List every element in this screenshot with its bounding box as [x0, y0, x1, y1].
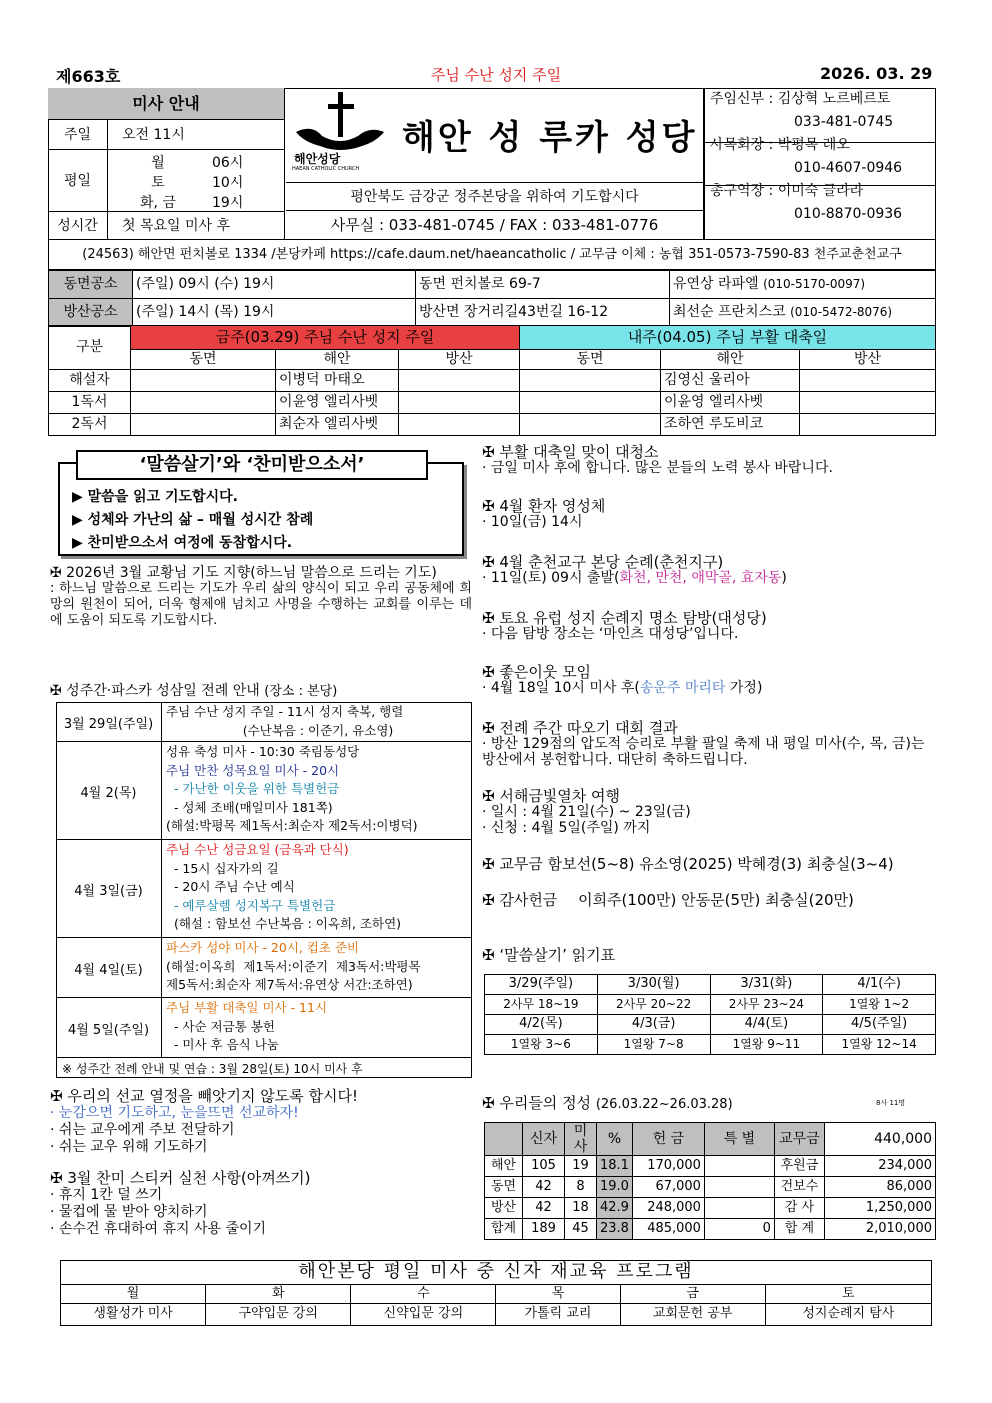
banner-item: ▶ 성체와 가난의 삶 – 매월 성시간 참례 [72, 512, 314, 528]
holy-week-content [166, 999, 470, 1055]
notice-highlight: 송운주 마리타 [639, 680, 726, 696]
holy-week-row [56, 702, 472, 742]
notice-body: · 신청 : 4월 5일(주일) 까지 [482, 820, 651, 836]
station-leader [670, 299, 936, 327]
program-item: 교회문헌 공부 [620, 1304, 765, 1326]
role-cell: 최순자 엘리사벳 [276, 414, 399, 436]
weekday-day: 월 [151, 155, 165, 171]
reading-table [484, 974, 936, 1055]
banner-title: ‘말씀살기’와 ‘찬미받으소서’ [76, 450, 428, 480]
finance-row-label: 동면 [485, 1177, 523, 1198]
finance-cell: 45 [565, 1219, 597, 1240]
finance-cell: 23.8 [597, 1219, 633, 1240]
station-name: 방산공소 [49, 299, 133, 327]
reading-cell: 3/30(월) [597, 975, 710, 995]
reading-cell: 4/1(수) [823, 975, 936, 995]
reading-cell: 1열왕 3~6 [485, 1035, 598, 1055]
finance-cell: 248,000 [632, 1198, 704, 1219]
finance-cell: 485,000 [632, 1219, 704, 1240]
reading-cell: 3/31(화) [710, 975, 823, 995]
station-address: 방산면 장거리길43번길 16-12 [416, 299, 670, 327]
church-banner [286, 88, 704, 183]
role-cell: 이병덕 마태오 [276, 370, 399, 392]
leader-phone: (010-5472-8076) [790, 305, 893, 320]
pope-intention [50, 565, 472, 629]
finance-side-value: 440,000 [824, 1123, 935, 1156]
role-cell: 김영신 울리아 [661, 370, 800, 392]
program-item: 구약입문 강의 [206, 1304, 351, 1326]
roles-table [48, 325, 936, 436]
station-name: 동면공소 [49, 271, 133, 299]
role-cell [399, 392, 520, 414]
notice-text: · 11일(토) 09시 출발( [482, 570, 620, 586]
notice [482, 892, 938, 928]
holy-week-heading: ✠ 성주간·파스카 성삼일 전례 안내 [50, 683, 260, 699]
station-times: (주일) 09시 (수) 19시 [133, 271, 416, 299]
reading-cell: 3/29(주일) [485, 975, 598, 995]
finance-table [484, 1122, 936, 1240]
notice [482, 788, 938, 856]
council-chair-phone: 010-4607-0946 [794, 160, 903, 176]
notices [482, 444, 938, 928]
notice-title: ✠ 교무금 [482, 855, 543, 873]
banner-list [72, 486, 313, 555]
finance-side-value: 1,250,000 [824, 1198, 935, 1219]
mission-section [50, 1088, 470, 1156]
holy-week-row [56, 998, 472, 1058]
program-day: 월 [61, 1285, 206, 1304]
notice-body: · 방산 129점의 압도적 승리로 부활 팔일 축제 내 평일 미사(수, 목, 금)는 방산에서 봉헌합니다. 대단히 축하드립니다. [482, 736, 925, 768]
issue-number: 제663호 [56, 67, 121, 86]
program-title: 해안본당 평일 미사 중 신자 재교육 프로그램 [61, 1261, 932, 1285]
program-day: 화 [206, 1285, 351, 1304]
holy-week-line: 파스카 성야 미사 - 20시, 컵초 준비 [166, 940, 360, 955]
program-item: 생활성가 미사 [61, 1304, 206, 1326]
finance-header: 미사 [565, 1123, 597, 1156]
notice [482, 720, 938, 788]
finance-heading: ✠ 우리들의 정성 [482, 1094, 592, 1112]
role-name: 해설자 [49, 370, 131, 392]
holy-week-line: (해설 : 함보선 수난복음 : 이옥희, 조하연) [166, 916, 402, 931]
mission-item: · 쉬는 교우에게 주보 전달하기 [50, 1122, 235, 1138]
reading-cell: 1열왕 12~14 [823, 1035, 936, 1055]
notice-body: · 다음 탐방 장소는 ‘마인츠 대성당’입니다. [482, 626, 739, 642]
banner-item: ▶ 찬미받으소서 여정에 동참합시다. [72, 535, 293, 551]
notice-body: · 금일 미사 후에 합니다. 많은 분들의 노력 봉사 바랍니다. [482, 460, 833, 476]
place-header: 해안 [661, 350, 800, 370]
role-cell [399, 414, 520, 436]
finance-cell: 0 [704, 1219, 774, 1240]
finance-header: 헌 금 [632, 1123, 704, 1156]
logo-subtext: HAEAN CATHOLIC CHURCH [292, 166, 360, 172]
notice-title: ✠ 전례 주간 따오기 대회 결과 [482, 719, 678, 737]
finance-cell: 42 [523, 1177, 565, 1198]
program-day: 목 [496, 1285, 620, 1304]
notice-body [482, 570, 938, 586]
holy-week-line: - 사순 저금통 봉헌 [166, 1018, 275, 1034]
holy-week-line: (수난복음 : 이준기, 유소영) [242, 722, 394, 738]
weekday-times [108, 150, 285, 212]
holy-week-content [166, 703, 470, 740]
banner-box [58, 454, 464, 556]
holy-week-date: 4월 5일(주일) [56, 998, 162, 1058]
pastor-phone: 033-481-0745 [794, 114, 894, 130]
finance-row-label: 방산 [485, 1198, 523, 1219]
reading-cell: 2사무 18~19 [485, 995, 598, 1015]
role-name: 2독서 [49, 414, 131, 436]
finance-cell: 18 [565, 1198, 597, 1219]
role-cell [520, 370, 661, 392]
place-header: 방산 [399, 350, 520, 370]
finance-header: 신자 [523, 1123, 565, 1156]
notice [482, 444, 938, 498]
notice-title: ✠ 서해금빛열차 여행 [482, 787, 621, 805]
stations-table [48, 270, 936, 327]
holy-week-date: 4월 2(목) [56, 742, 162, 840]
leader-name: 유연상 라파엘 [673, 276, 759, 293]
reading-cell: 4/5(주일) [823, 1015, 936, 1035]
holy-week-line: - 15시 십자가의 길 [166, 860, 279, 876]
notice-title: ✠ 토요 유럽 성지 순례지 명소 탐방(대성당) [482, 609, 767, 627]
notice-body: 이희주(100만) 안동문(5만) 최충실(20만) [578, 891, 854, 909]
holy-week-date: 4월 3일(금) [56, 840, 162, 938]
district-head-phone: 010-8870-0936 [794, 206, 903, 222]
reading-cell: 4/4(토) [710, 1015, 823, 1035]
prayer-intention: 평안북도 금강군 정주본당을 위하여 기도합시다 [286, 183, 704, 211]
finance-title [482, 1092, 733, 1113]
program-item: 성지순례지 탐사 [765, 1304, 931, 1326]
holy-week-line: 주님 수난 성금요일 (금육과 단식) [166, 842, 349, 857]
mass-title: 미사 안내 [48, 88, 285, 120]
holy-week-title [50, 680, 337, 700]
finance-cell: 105 [523, 1156, 565, 1177]
sticker-item: · 휴지 1칸 덜 쓰기 [50, 1187, 163, 1203]
station-address: 동면 펀치볼로 69-7 [416, 271, 670, 299]
role-cell [131, 414, 276, 436]
place-header: 동면 [520, 350, 661, 370]
finance-side-label: 감 사 [774, 1198, 824, 1219]
holy-week-line: 주님 만찬 성목요일 미사 - 20시 [166, 762, 340, 778]
holy-week-place: (장소 : 본당) [264, 684, 338, 699]
holy-week-content [166, 841, 470, 934]
role-cell [399, 370, 520, 392]
weekday-label: 평일 [48, 150, 108, 212]
holy-week-date: 3월 29일(주일) [56, 702, 162, 742]
finance-row-label: 합계 [485, 1219, 523, 1240]
finance-cell: 189 [523, 1219, 565, 1240]
mission-item: · 눈감으면 기도하고, 눈을뜨면 선교하자! [50, 1105, 299, 1121]
notice-text: 가정) [725, 680, 763, 696]
notice [482, 554, 938, 610]
holy-week-line: (해설:박평목 제1독서:최순자 제2독서:이병덕) [166, 818, 418, 833]
holy-week-line: 제5독서:최순자 제7독서:유연상 서간:조하연) [166, 977, 413, 992]
notice-body: · 10일(금) 14시 [482, 514, 583, 530]
reading-cell: 4/3(금) [597, 1015, 710, 1035]
sticker-item: · 손수건 휴대하여 휴지 사용 줄이기 [50, 1221, 267, 1237]
program-item: 신약입문 강의 [351, 1304, 496, 1326]
banner-item: ▶ 말씀을 읽고 기도합시다. [72, 489, 238, 505]
weekday-time: 10시 [212, 175, 244, 191]
finance-note: 8사 11명 [876, 1099, 906, 1107]
notice-highlight: 화천, 만천, 애막골, 효자동 [619, 570, 782, 586]
reading-cell: 1열왕 7~8 [597, 1035, 710, 1055]
holy-week-row [56, 742, 472, 840]
divider [704, 185, 936, 186]
notice-text: · 4월 18일 10시 미사 후( [482, 680, 640, 696]
program-day: 토 [765, 1285, 931, 1304]
weekday-time: 06시 [212, 155, 244, 171]
holy-week-line: - 미사 후 음식 나눔 [166, 1037, 279, 1052]
program-item: 가톨릭 교리 [496, 1304, 620, 1326]
finance-cell [704, 1177, 774, 1198]
program-day: 금 [620, 1285, 765, 1304]
holy-week-line: 주님 수난 성지 주일 - 11시 성지 축복, 행렬 [166, 704, 404, 719]
reading-cell: 1열왕 1~2 [823, 995, 936, 1015]
district-head: 총구역장 : 이미숙 글라라 [710, 183, 864, 199]
roles-label: 구분 [49, 326, 131, 370]
issue-date: 2026. 03. 29 [820, 64, 933, 83]
council-chair: 사목회장 : 박평목 레오 [710, 137, 850, 153]
pope-title: ✠ 2026년 3월 교황님 기도 지향(하느님 말씀으로 드리는 기도) [50, 565, 437, 581]
role-cell: 조하연 루도비코 [661, 414, 800, 436]
logo-text: 해안성당 [294, 152, 341, 166]
role-cell [131, 392, 276, 414]
church-name: 해안 성 루카 성당 [402, 118, 698, 158]
notice-title: ✠ 감사헌금 [482, 891, 558, 909]
holy-week-line: - 20시 주님 수난 예식 [166, 879, 295, 894]
weekday-time: 19시 [212, 195, 244, 211]
finance-row-label: 해안 [485, 1156, 523, 1177]
finance-cell: 42.9 [597, 1198, 633, 1219]
holy-week-line: 성유 축성 미사 - 10:30 죽림동성당 [166, 744, 360, 759]
role-cell [800, 414, 936, 436]
leader-phone: (010-5170-0097) [763, 277, 866, 292]
holy-week-content [166, 939, 470, 995]
sunday-label: 주일 [48, 120, 108, 150]
notice [482, 664, 938, 720]
sticker-title: ✠ 3월 찬미 스티커 실천 사항(아껴쓰기) [50, 1169, 311, 1187]
holy-week-line: (해설:이옥희 제1독서:이준기 제3독서:박평목 [166, 958, 421, 974]
place-header: 동면 [131, 350, 276, 370]
notice-title: ✠ 4월 환자 영성체 [482, 497, 606, 515]
weekday-day: 토 [151, 175, 165, 191]
holy-week-line: 주님 부활 대축일 미사 - 11시 [166, 1000, 328, 1015]
finance-side-value: 86,000 [824, 1177, 935, 1198]
finance-side-label: 건보수 [774, 1177, 824, 1198]
finance-cell: 8 [565, 1177, 597, 1198]
finance-side-label: 합 계 [774, 1219, 824, 1240]
sticker-item: · 물컵에 물 받아 양치하기 [50, 1204, 208, 1220]
place-header: 해안 [276, 350, 399, 370]
role-name: 1독서 [49, 392, 131, 414]
holy-week-line: - 예루살렘 성지복구 특별헌금 [166, 897, 336, 913]
holy-week-row [56, 938, 472, 998]
station-times: (주일) 14시 (목) 19시 [133, 299, 416, 327]
station-leader [670, 271, 936, 299]
notice [482, 856, 938, 892]
mission-item: · 쉬는 교우 위해 기도하기 [50, 1139, 208, 1155]
role-cell [520, 414, 661, 436]
notice-title: ✠ 좋은이웃 모임 [482, 663, 592, 681]
finance-period: (26.03.22~26.03.28) [595, 1097, 733, 1112]
program-table [60, 1260, 932, 1326]
notice-text: ) [781, 570, 787, 586]
reading-title: ✠ ‘말씀살기’ 읽기표 [482, 946, 616, 964]
reading-cell: 1열왕 9~11 [710, 1035, 823, 1055]
finance-cell: 67,000 [632, 1177, 704, 1198]
role-cell [800, 370, 936, 392]
holy-week-content [166, 743, 470, 836]
divider [704, 142, 936, 143]
finance-cell [704, 1156, 774, 1177]
holy-hour-label: 성시간 [48, 212, 108, 240]
divider [704, 88, 705, 240]
leader-name: 최선순 프란치스코 [673, 304, 786, 321]
occasion-title: 주님 수난 성지 주일 [430, 66, 562, 84]
sticker-section [50, 1170, 470, 1238]
pope-body: : 하느님 말씀으로 드리는 기도가 우리 삶의 양식이 되고 우리 공동체에 희망의 원천이 되어, 더욱 형제애 넘치고 사명을 수행하는 교회를 이루는 데에 도움이 되도록 기도합시다. [50, 581, 472, 628]
role-cell [131, 370, 276, 392]
finance-cell [704, 1198, 774, 1219]
staff-box [704, 88, 936, 240]
address-line: (24563) 해안면 펀치볼로 1334 /본당카페 https://cafe.daum.net/haeancatholic / 교무금 이체 : 농협 351-0573-7590-83 천주교춘천교구 [48, 240, 936, 270]
holy-hour-time: 첫 목요일 미사 후 [108, 212, 285, 240]
notice [482, 498, 938, 554]
finance-side-label: 후원금 [774, 1156, 824, 1177]
finance-side-value: 234,000 [824, 1156, 935, 1177]
reading-cell: 2사무 20~22 [597, 995, 710, 1015]
finance-header: % [597, 1123, 633, 1156]
notice-body [482, 680, 938, 696]
next-week-header: 내주(04.05) 주님 부활 대축일 [520, 326, 936, 350]
holy-week-line: - 가난한 이웃을 위한 특별헌금 [166, 781, 340, 796]
finance-side-label: 교무금 [774, 1123, 824, 1156]
role-cell: 이윤영 엘리사벳 [661, 392, 800, 414]
finance-header: 특 별 [704, 1123, 774, 1156]
holy-week-row [56, 840, 472, 938]
finance-cell: 19 [565, 1156, 597, 1177]
pastor: 주임신부 : 김상혁 노르베르토 [710, 91, 891, 107]
mission-title: ✠ 우리의 선교 열정을 빼앗기지 않도록 합시다! [50, 1087, 359, 1105]
notice-title: ✠ 4월 춘천교구 본당 순례(춘천지구) [482, 553, 724, 571]
holy-week-date: 4월 4일(토) [56, 938, 162, 998]
finance-cell: 42 [523, 1198, 565, 1219]
finance-cell: 18.1 [597, 1156, 633, 1177]
program-day: 수 [351, 1285, 496, 1304]
sunday-time: 오전 11시 [108, 120, 285, 150]
reading-cell: 2사무 23~24 [710, 995, 823, 1015]
finance-side-value: 2,010,000 [824, 1219, 935, 1240]
role-cell [800, 392, 936, 414]
weekday-day: 화, 금 [140, 195, 176, 211]
notice-body: 함보선(5~8) 유소영(2025) 박혜경(3) 최충실(3~4) [547, 855, 894, 873]
reading-cell: 4/2(목) [485, 1015, 598, 1035]
office-contact: 사무실 : 033-481-0745 / FAX : 033-481-0776 [286, 211, 704, 240]
place-header: 방산 [800, 350, 936, 370]
notice [482, 610, 938, 664]
holy-week-note: ※ 성주간 전례 안내 및 연습 : 3월 28일(토) 10시 미사 후 [62, 1062, 363, 1076]
holy-week-line: - 성체 조배(매일미사 181쪽) [166, 799, 333, 815]
finance-cell: 19.0 [597, 1177, 633, 1198]
holy-week-rows [56, 702, 472, 1078]
notice-title: ✠ 부활 대축일 맞이 대청소 [482, 443, 659, 461]
role-cell: 이윤영 엘리사벳 [276, 392, 399, 414]
notice-body: · 일시 : 4월 21일(수) ~ 23일(금) [482, 804, 691, 820]
finance-cell: 170,000 [632, 1156, 704, 1177]
this-week-header: 금주(03.29) 주님 수난 성지 주일 [131, 326, 520, 350]
role-cell [520, 392, 661, 414]
